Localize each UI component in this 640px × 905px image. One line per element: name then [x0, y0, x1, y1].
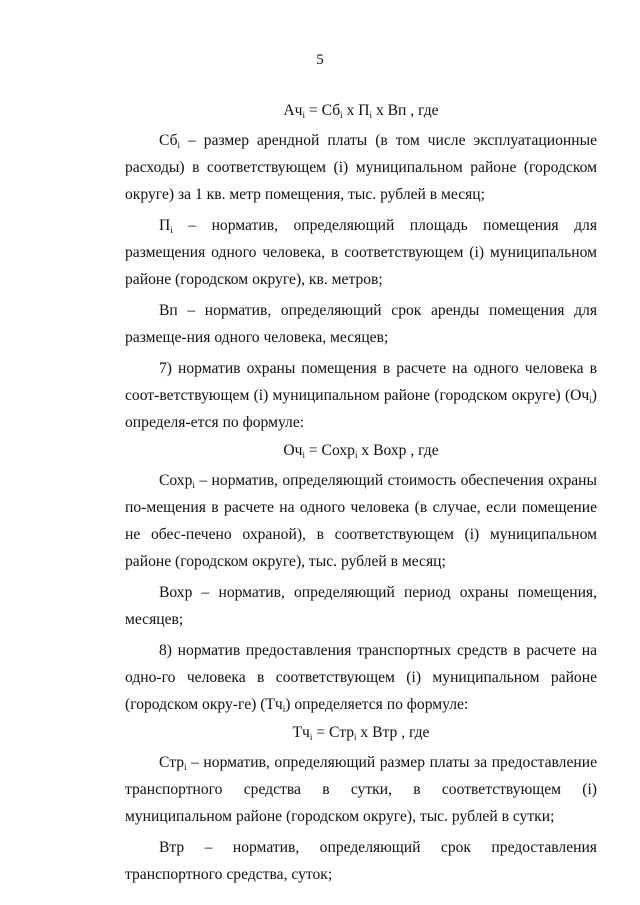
text-run: – норматив, определяющий размер платы за предоставление транспортного средства в сутки, в соответствующем (i) муниципальном районе (городском округе), тыс. рублей в сутки;	[125, 754, 597, 825]
paragraph	[125, 355, 597, 436]
text-run: х Вп , где	[372, 102, 439, 119]
formula	[125, 100, 597, 122]
paragraph	[125, 579, 597, 633]
text-run: Стр	[159, 754, 184, 771]
text-run: Сб	[159, 132, 178, 149]
paragraph	[125, 467, 597, 575]
formula	[125, 440, 597, 462]
paragraph	[125, 127, 597, 208]
paragraph	[125, 212, 597, 293]
subscript: i	[354, 732, 357, 742]
formula	[125, 722, 597, 744]
subscript: i	[369, 110, 373, 120]
text-run: 7) норматив охраны помещения в расчете на одного человека в соот-ветствующем (i) муниципальном районе (городском округе) (Оч	[125, 360, 597, 404]
text-run: Сохр	[159, 472, 193, 489]
text-run: Втр – норматив, определяющий срок предоставления транспортного средства, суток;	[125, 839, 597, 883]
subscript: i	[170, 225, 173, 235]
text-run: = Сб	[305, 102, 341, 119]
subscript: i	[184, 762, 187, 772]
text-run: х Втр , где	[356, 724, 430, 741]
text-run: ) определяется по формуле:	[285, 696, 469, 713]
subscript: i	[302, 450, 305, 460]
subscript: i	[340, 110, 343, 120]
text-run: П	[159, 217, 171, 234]
subscript: i	[354, 450, 358, 460]
text-run: 8) норматив предоставления транспортных средств в расчете на одно-го человека в соответствующем (i) муниципальном районе (городском окру-ге) (Тч	[125, 642, 597, 713]
text-run: х П	[342, 102, 370, 119]
text-run: Вохр – норматив, определяющий период охраны помещения, месяцев;	[125, 584, 597, 628]
text-run: Ач	[283, 102, 303, 119]
subscript: i	[309, 732, 313, 742]
subscript: i	[282, 704, 286, 714]
text-run: Оч	[283, 442, 303, 459]
subscript: i	[192, 480, 195, 490]
page-number: 5	[316, 52, 324, 68]
text-run: – размер арендной платы (в том числе эксплуатационные расходы) в соответствующем (i) муниципальном районе (городском округе) за 1 кв. метр помещения, тыс. рублей в месяц;	[125, 132, 597, 203]
subscript: i	[177, 140, 181, 150]
subscript: i	[302, 110, 306, 120]
text-run: х Вохр , где	[357, 442, 439, 459]
subscript: i	[589, 395, 592, 405]
text-run: Вп – норматив, определяющий срок аренды помещения для размеще-ния одного человека, месяцев;	[125, 302, 597, 346]
paragraph	[125, 834, 597, 888]
text-run: ) определя-ется по формуле:	[125, 387, 597, 431]
paragraph	[125, 749, 597, 830]
paragraph	[125, 637, 597, 718]
text-run: Тч	[292, 724, 310, 741]
text-run: = Сохр	[304, 442, 355, 459]
document-body	[125, 100, 597, 892]
text-run: = Стр	[312, 724, 354, 741]
text-run: – норматив, определяющий площадь помещения для размещения одного человека, в соответствующем (i) муниципальном районе (городском округе), кв. метров;	[125, 217, 597, 288]
paragraph	[125, 297, 597, 351]
text-run: – норматив, определяющий стоимость обеспечения охраны по-мещения в расчете на одного человека (в случае, если помещение не обес-печено охраной), в соответствующем (i) муниципальном районе (городском округе), тыс. рублей в месяц;	[125, 472, 597, 570]
